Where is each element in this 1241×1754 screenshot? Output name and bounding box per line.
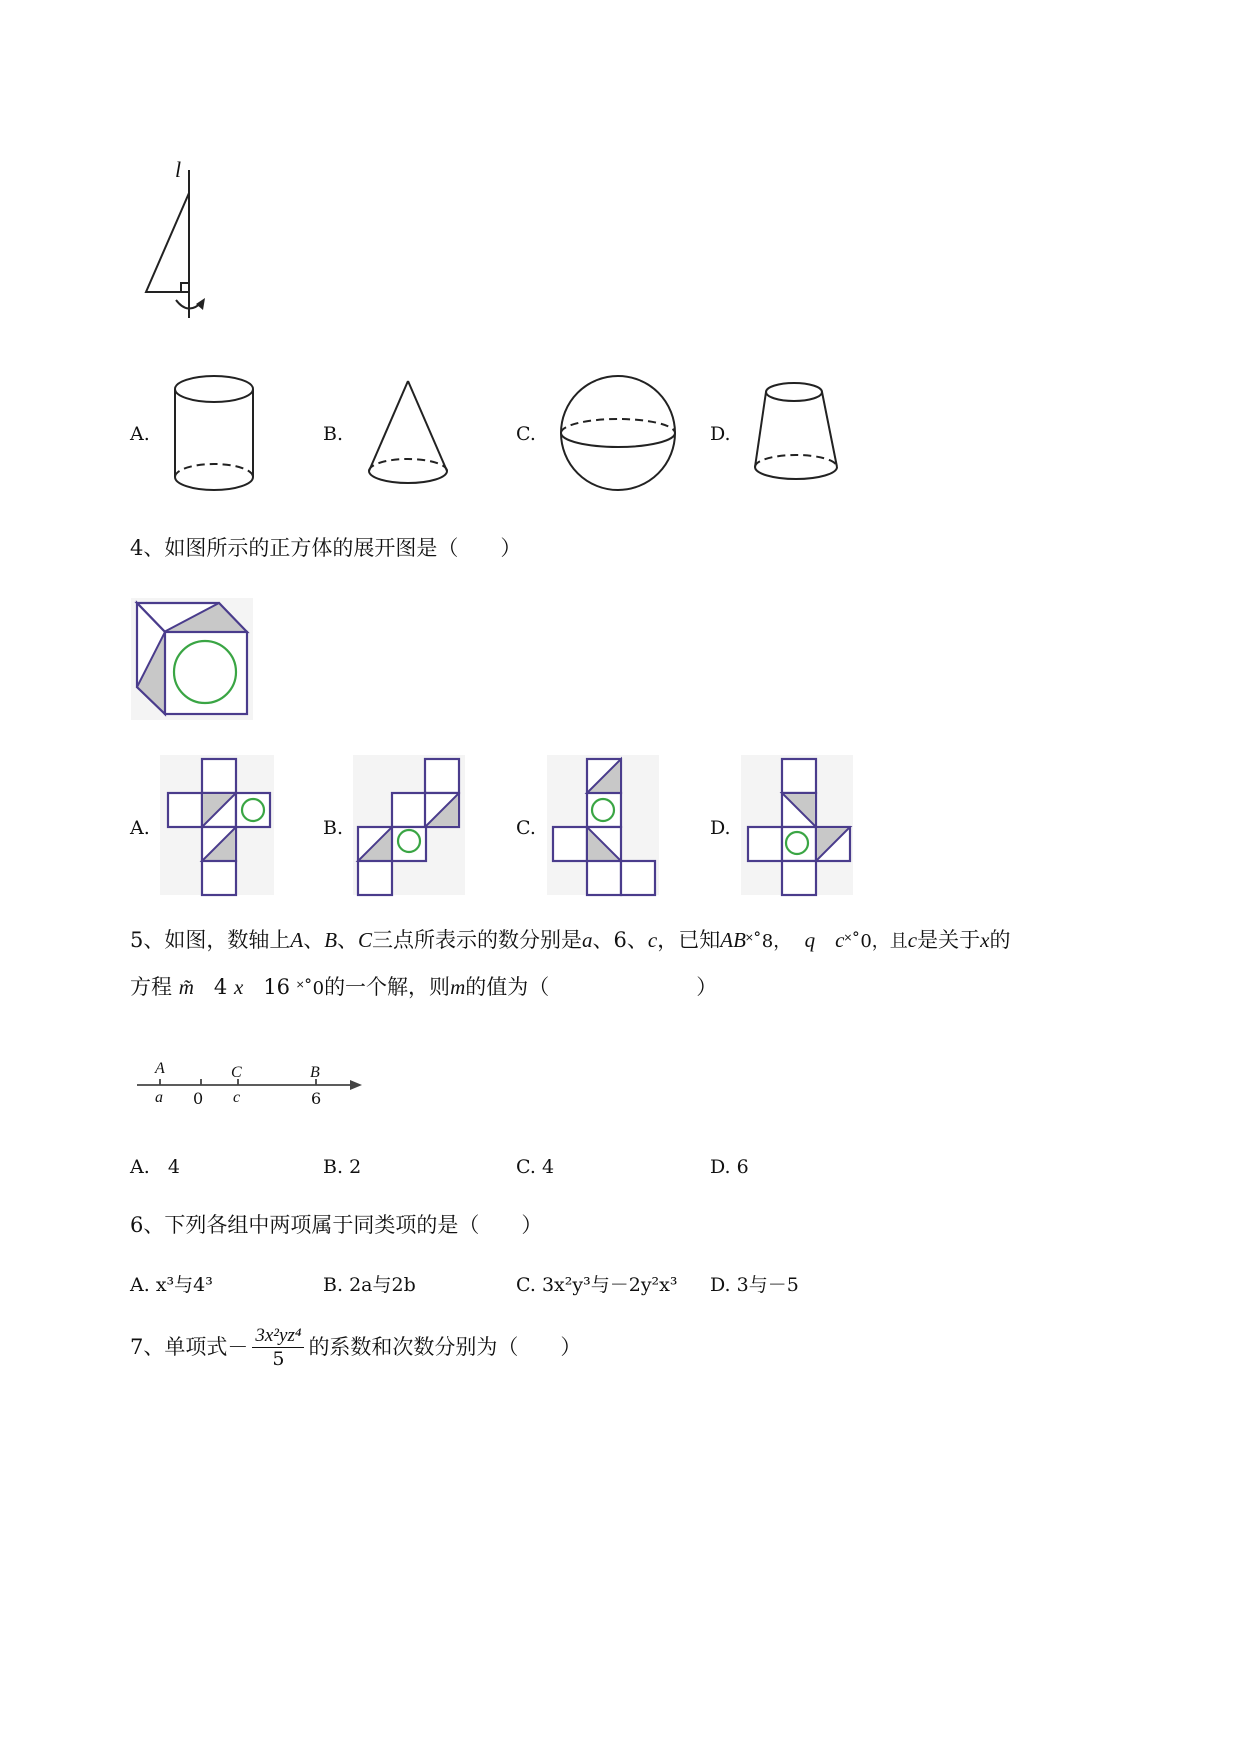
- q4-stem: 4、如图所示的正方体的展开图是（ ）: [130, 536, 522, 560]
- q3-option-b-label: B.: [323, 423, 344, 445]
- q4-option-d-label: D.: [710, 817, 731, 839]
- q4-option-c-label: C.: [516, 817, 536, 839]
- q7-stem: 7、单项式－ $\frac{\text{3x²yz⁴}}{5}$ 的系数和次数分别为（ ）: [130, 1325, 582, 1370]
- q5-option-a: A. 4: [130, 1156, 180, 1178]
- q6-stem: 6、下列各组中两项属于同类项的是（ ）: [130, 1213, 543, 1237]
- numberline-value-6: 6: [311, 1089, 322, 1108]
- q5-stem-line2: 方程 m̃ 4 x 16 ˟˚0的一个解，则m的值为（ ）: [130, 975, 718, 999]
- q3-option-a-label: A.: [130, 423, 150, 445]
- axis-label-l: l: [175, 157, 182, 182]
- q5-option-b: B. 2: [323, 1156, 362, 1178]
- q6-option-c: C. 3x²y³与－2y²x³: [516, 1274, 678, 1296]
- q3-option-c-label: C.: [516, 423, 536, 445]
- q6-option-b: B. 2a与2b: [323, 1274, 416, 1296]
- numberline-value-c: c: [233, 1089, 241, 1106]
- q6-option-d: D. 3与－5: [710, 1274, 799, 1296]
- q5-stem-line1: 5、如图，数轴上A、B、C三点所表示的数分别是a、6、c，已知AB˟˚8， q c˟˚0，且c是关于x的: [130, 928, 1011, 952]
- numberline-label-A: A: [155, 1060, 165, 1077]
- numberline-label-B: B: [310, 1064, 320, 1081]
- q6-option-a: A. x³与4³: [130, 1274, 213, 1296]
- q3-option-d-label: D.: [710, 423, 731, 445]
- numberline-label-C: C: [231, 1064, 242, 1081]
- q4-option-b-label: B.: [323, 817, 344, 839]
- q4-option-a-label: A.: [130, 817, 150, 839]
- numberline-value-a: a: [155, 1089, 163, 1106]
- q7-fraction: $\frac{\text{3x²yz⁴}}{5}$: [252, 1326, 304, 1369]
- numberline-value-0: 0: [193, 1089, 204, 1108]
- q5-option-d: D. 6: [710, 1156, 749, 1178]
- q5-option-c: C. 4: [516, 1156, 555, 1178]
